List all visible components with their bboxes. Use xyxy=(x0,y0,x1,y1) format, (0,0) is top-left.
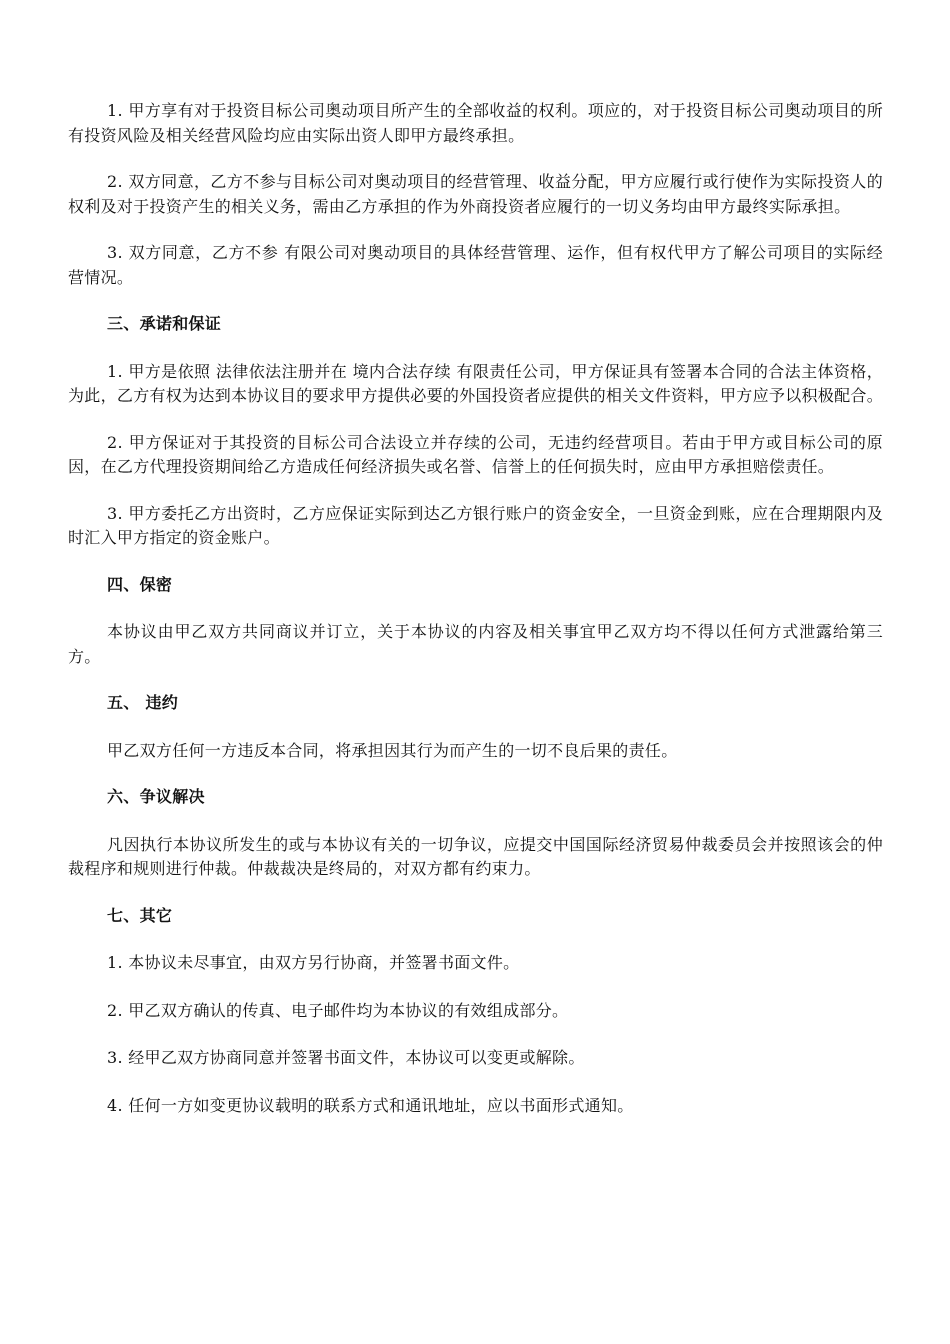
clause-3-1: 1. 甲方是依照 法律依法注册并在 境内合法存续 有限责任公司，甲方保证具有签署本合同的合法主体资格，为此，乙方有权为达到本协议目的要求甲方提供必要的外国投资者应提供的相关文件资料，甲方应予以积极配合。 xyxy=(68,361,884,405)
document-body xyxy=(68,99,883,1141)
clause-2-2: 2. 双方同意，乙方不参与目标公司对奥动项目的经营管理、收益分配，甲方应履行或行使作为实际投资人的权利及对于投资产生的相关义务，需由乙方承担的作为外商投资者应履行的一切义务均由甲方最终实际承担。 xyxy=(68,172,883,216)
section-heading-commitments: 三、承诺和保证 xyxy=(107,314,222,333)
clause-7-4: 4. 任何一方如变更协议载明的联系方式和通讯地址，应以书面形式通知。 xyxy=(107,1095,634,1115)
section-heading-dispute: 六、争议解决 xyxy=(107,787,205,806)
clause-2-1: 1. 甲方享有对于投资目标公司奥动项目所产生的全部收益的权利。项应的，对于投资目标公司奥动项目的所有投资风险及相关经营风险均应由实际出资人即甲方最终承担。 xyxy=(68,101,883,145)
section-heading-confidentiality: 四、保密 xyxy=(107,574,173,594)
clause-breach: 甲乙双方任何一方违反本合同，将承担因其行为而产生的一切不良后果的责任。 xyxy=(107,740,678,760)
section-heading-other: 七、其它 xyxy=(107,905,173,925)
clause-2-3: 3. 双方同意，乙方不参 有限公司对奥动项目的具体经营管理、运作，但有权代甲方了解公司项目的实际经营情况。 xyxy=(68,243,883,287)
clause-confidentiality: 本协议由甲乙双方共同商议并订立，关于本协议的内容及相关事宜甲乙双方均不得以任何方式泄露给第三方。 xyxy=(68,622,883,666)
section-heading-breach: 五、 违约 xyxy=(107,693,179,712)
clause-3-3: 3. 甲方委托乙方出资时，乙方应保证实际到达乙方银行账户的资金安全，一旦资金到账，应在合理期限内及时汇入甲方指定的资金账户。 xyxy=(68,503,883,547)
clause-3-2: 2. 甲方保证对于其投资的目标公司合法设立并存续的公司，无违约经营项目。若由于甲方或目标公司的原因，在乙方代理投资期间给乙方造成任何经济损失或名誉、信誉上的任何损失时，应由甲方承担赔偿责任。 xyxy=(68,432,883,476)
clause-dispute: 凡因执行本协议所发生的或与本协议有关的一切争议，应提交中国国际经济贸易仲裁委员会并按照该会的仲裁程序和规则进行仲裁。仲裁裁决是终局的，对双方都有约束力。 xyxy=(68,834,883,878)
clause-7-2: 2. 甲乙双方确认的传真、电子邮件均为本协议的有效组成部分。 xyxy=(107,1000,569,1020)
clause-7-3: 3. 经甲乙双方协商同意并签署书面文件，本协议可以变更或解除。 xyxy=(107,1048,585,1067)
clause-7-1: 1. 本协议未尽事宜，由双方另行协商，并签署书面文件。 xyxy=(107,953,520,972)
